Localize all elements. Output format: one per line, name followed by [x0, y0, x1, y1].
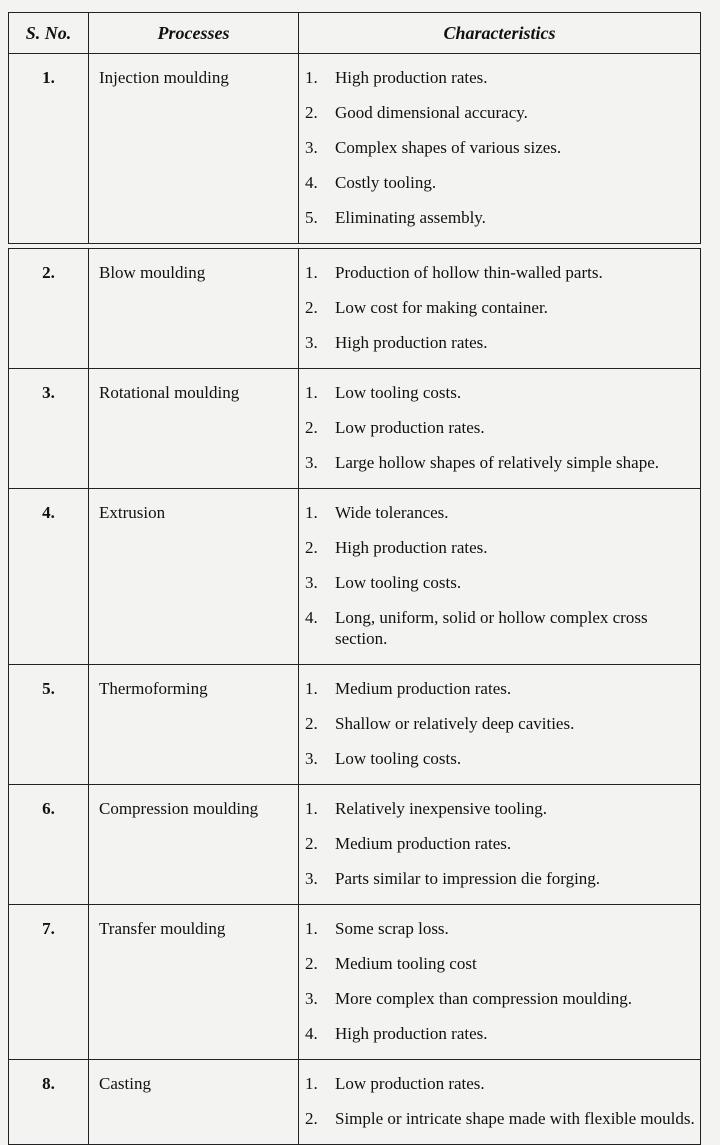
characteristic-number: 3. — [305, 869, 318, 888]
sno-cell: 7. — [9, 905, 89, 1060]
characteristic-text: Low tooling costs. — [335, 573, 462, 592]
process-cell: Blow moulding — [89, 249, 299, 369]
characteristic-number: 1. — [305, 68, 318, 87]
characteristic-text: Medium production rates. — [335, 679, 512, 698]
characteristic-text: Some scrap loss. — [335, 919, 449, 938]
characteristic-number: 3. — [305, 573, 318, 592]
sno-cell: 6. — [9, 785, 89, 905]
characteristic-item — [305, 410, 696, 445]
characteristic-number: 2. — [305, 538, 318, 557]
characteristics-cell — [299, 665, 701, 785]
characteristics-list — [305, 671, 696, 776]
characteristic-number: 3. — [305, 749, 318, 768]
characteristic-item — [305, 200, 696, 235]
characteristic-number: 2. — [305, 298, 318, 317]
table-row — [9, 905, 701, 1060]
characteristics-cell — [299, 54, 701, 244]
characteristic-text: Complex shapes of various sizes. — [335, 138, 562, 157]
characteristic-number: 1. — [305, 383, 318, 402]
process-cell: Thermoforming — [89, 665, 299, 785]
sno-cell: 8. — [9, 1060, 89, 1145]
characteristic-number: 1. — [305, 919, 318, 938]
header-characteristics: Characteristics — [299, 13, 701, 54]
characteristics-list — [305, 375, 696, 480]
characteristic-text: Wide tolerances. — [335, 503, 449, 522]
characteristic-text: Parts similar to impression die forging. — [335, 869, 601, 888]
characteristic-text: Good dimensional accuracy. — [335, 103, 528, 122]
characteristic-text: High production rates. — [335, 538, 488, 557]
characteristic-item — [305, 165, 696, 200]
characteristics-list — [305, 791, 696, 896]
characteristic-number: 3. — [305, 989, 318, 1008]
process-cell: Compression moulding — [89, 785, 299, 905]
characteristic-text: Production of hollow thin-walled parts. — [335, 263, 603, 282]
characteristics-cell — [299, 905, 701, 1060]
characteristic-item — [305, 861, 696, 896]
characteristic-item — [305, 706, 696, 741]
characteristic-item — [305, 600, 696, 656]
characteristic-text: Relatively inexpensive tooling. — [335, 799, 547, 818]
characteristic-text: Low tooling costs. — [335, 749, 462, 768]
characteristic-item — [305, 60, 696, 95]
characteristic-text: High production rates. — [335, 68, 488, 87]
characteristic-text: Low tooling costs. — [335, 383, 462, 402]
process-cell: Injection moulding — [89, 54, 299, 244]
characteristic-text: Large hollow shapes of relatively simple shape. — [335, 453, 660, 472]
sno-cell: 1. — [9, 54, 89, 244]
header-processes: Processes — [89, 13, 299, 54]
table-row — [9, 785, 701, 905]
characteristic-number: 3. — [305, 453, 318, 472]
table-row — [9, 489, 701, 665]
characteristic-item — [305, 946, 696, 981]
characteristic-item — [305, 1016, 696, 1051]
characteristic-item — [305, 1101, 696, 1136]
table-row — [9, 369, 701, 489]
process-cell: Rotational moulding — [89, 369, 299, 489]
characteristics-list — [305, 60, 696, 235]
characteristics-cell — [299, 785, 701, 905]
characteristics-list — [305, 255, 696, 360]
characteristic-item — [305, 911, 696, 946]
characteristic-number: 2. — [305, 954, 318, 973]
characteristic-item — [305, 290, 696, 325]
characteristic-item — [305, 255, 696, 290]
characteristic-item — [305, 530, 696, 565]
header-sno: S. No. — [9, 13, 89, 54]
characteristic-number: 2. — [305, 103, 318, 122]
characteristics-cell — [299, 1060, 701, 1145]
characteristic-text: High production rates. — [335, 333, 488, 352]
characteristic-number: 2. — [305, 714, 318, 733]
characteristic-item — [305, 671, 696, 706]
characteristics-cell — [299, 369, 701, 489]
sno-cell: 3. — [9, 369, 89, 489]
characteristic-text: Low production rates. — [335, 1074, 485, 1093]
characteristic-text: Simple or intricate shape made with flexible moulds. — [335, 1109, 695, 1128]
characteristic-number: 4. — [305, 1024, 318, 1043]
characteristics-cell — [299, 249, 701, 369]
sno-cell: 4. — [9, 489, 89, 665]
characteristic-text: High production rates. — [335, 1024, 488, 1043]
process-cell: Extrusion — [89, 489, 299, 665]
characteristic-item — [305, 325, 696, 360]
characteristic-number: 3. — [305, 333, 318, 352]
characteristic-number: 2. — [305, 418, 318, 437]
characteristic-item — [305, 375, 696, 410]
characteristic-text: Eliminating assembly. — [335, 208, 486, 227]
characteristic-number: 1. — [305, 799, 318, 818]
characteristic-item — [305, 95, 696, 130]
sno-cell: 5. — [9, 665, 89, 785]
characteristic-text: More complex than compression moulding. — [335, 989, 632, 1008]
characteristic-item — [305, 981, 696, 1016]
sno-cell: 2. — [9, 249, 89, 369]
characteristics-cell — [299, 489, 701, 665]
characteristic-item — [305, 445, 696, 480]
characteristic-number: 1. — [305, 679, 318, 698]
characteristic-number: 4. — [305, 608, 318, 627]
characteristic-item — [305, 826, 696, 861]
table-row — [9, 665, 701, 785]
characteristic-number: 5. — [305, 208, 318, 227]
header-row — [9, 13, 701, 54]
table-row — [9, 1060, 701, 1145]
characteristic-number: 3. — [305, 138, 318, 157]
characteristic-text: Long, uniform, solid or hollow complex cross section. — [335, 608, 648, 648]
characteristic-item — [305, 565, 696, 600]
characteristic-number: 4. — [305, 173, 318, 192]
characteristic-number: 1. — [305, 263, 318, 282]
characteristic-text: Costly tooling. — [335, 173, 437, 192]
characteristic-item — [305, 791, 696, 826]
characteristic-item — [305, 495, 696, 530]
characteristic-text: Shallow or relatively deep cavities. — [335, 714, 575, 733]
characteristics-list — [305, 495, 696, 656]
table-body — [9, 54, 701, 1145]
characteristic-item — [305, 130, 696, 165]
characteristic-text: Medium tooling cost — [335, 954, 477, 973]
process-cell: Casting — [89, 1060, 299, 1145]
characteristic-number: 1. — [305, 503, 318, 522]
characteristic-number: 2. — [305, 1109, 318, 1128]
table-row — [9, 249, 701, 369]
processes-table — [8, 12, 701, 1145]
process-cell: Transfer moulding — [89, 905, 299, 1060]
characteristic-number: 2. — [305, 834, 318, 853]
characteristics-list — [305, 911, 696, 1051]
characteristic-item — [305, 1066, 696, 1101]
table-row — [9, 54, 701, 244]
characteristic-text: Medium production rates. — [335, 834, 512, 853]
characteristics-list — [305, 1066, 696, 1136]
characteristic-item — [305, 741, 696, 776]
characteristic-number: 1. — [305, 1074, 318, 1093]
characteristic-text: Low cost for making container. — [335, 298, 548, 317]
characteristic-text: Low production rates. — [335, 418, 485, 437]
